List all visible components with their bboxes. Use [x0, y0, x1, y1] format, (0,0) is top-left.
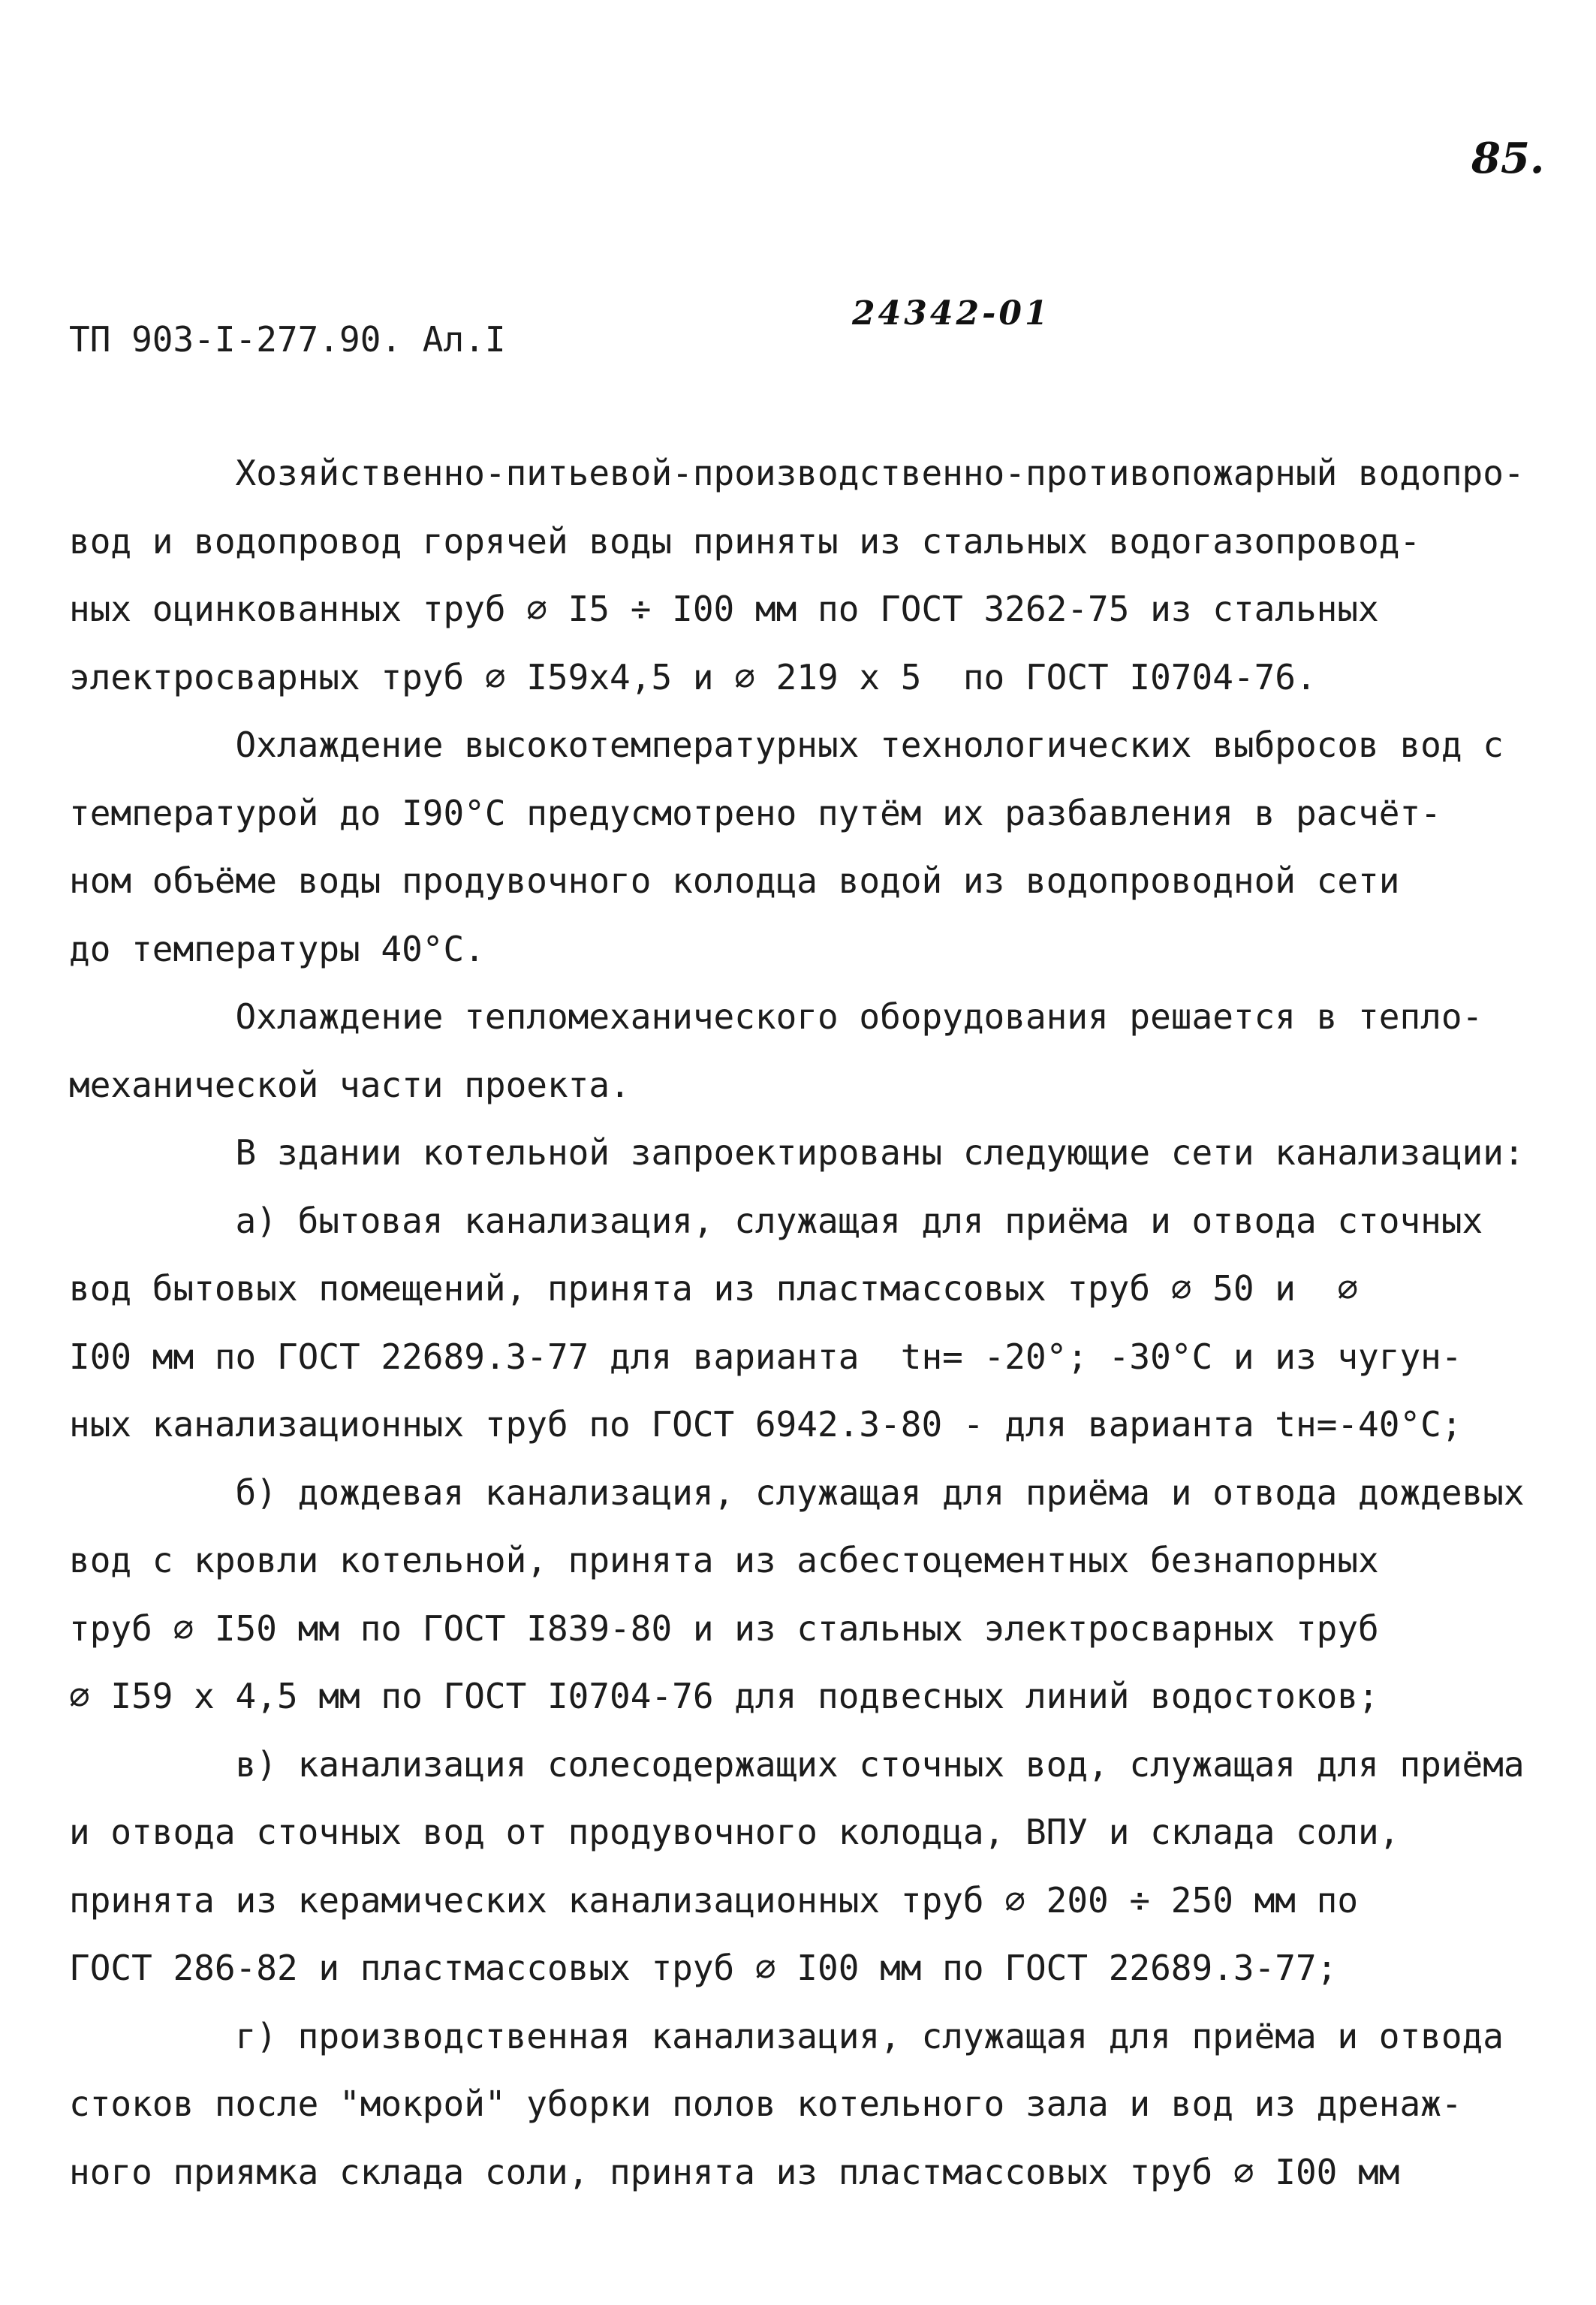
- text-line: и отвода сточных вод от продувочного колодца, ВПУ и склада соли,: [69, 1812, 1400, 1852]
- text-line: а) бытовая канализация, служащая для приёма и отвода сточных: [69, 1200, 1483, 1241]
- text-line: вод с кровли котельной, принята из асбестоцементных безнапорных: [69, 1540, 1379, 1580]
- page-number: 85.: [1471, 134, 1545, 183]
- text-line: Охлаждение тепломеханического оборудования решается в тепло-: [69, 996, 1483, 1037]
- text-line: В здании котельной запроектированы следующие сети канализации:: [69, 1132, 1525, 1173]
- text-line: Охлаждение высокотемпературных технологических выбросов вод с: [69, 725, 1504, 765]
- text-line: в) канализация солесодержащих сточных вод, служащая для приёма: [69, 1743, 1525, 1785]
- text-line: стоков после "мокрой" уборки полов котельного зала и вод из дренаж-: [69, 2084, 1462, 2124]
- text-line: б) дождевая канализация, служащая для приёма и отвода дождевых: [69, 1472, 1525, 1513]
- document-code: ТП 903-I-277.90. Ал.I: [69, 319, 506, 360]
- text-line: труб ∅ I50 мм по ГОСТ I839-80 и из стальных электросварных труб: [69, 1607, 1379, 1649]
- text-line: ных оцинкованных труб ∅ I5 ÷ I00 мм по ГОСТ 3262-75 из стальных: [69, 589, 1379, 629]
- text-line: I00 мм по ГОСТ 22689.3-77 для варианта tн= -20°; -30°С и из чугун-: [69, 1336, 1462, 1377]
- text-line: вод и водопровод горячей воды приняты из стальных водогазопровод-: [69, 520, 1421, 562]
- text-line: г) производственная канализация, служащая для приёма и отвода: [69, 2015, 1504, 2056]
- text-line: ного приямка склада соли, принята из пластмассовых труб ∅ I00 мм: [69, 2151, 1400, 2192]
- text-line: электросварных труб ∅ I59х4,5 и ∅ 219 х 5 по ГОСТ I0704-76.: [69, 656, 1317, 698]
- text-line: ном объёме воды продувочного колодца водой из водопроводной сети: [69, 860, 1400, 901]
- body-text: [69, 439, 1540, 2206]
- handwritten-document-number: 24342-01: [852, 294, 1051, 333]
- text-line: температурой до I90°С предусмотрено путём их разбавления в расчёт-: [69, 792, 1441, 833]
- text-line: механической части проекта.: [69, 1064, 631, 1105]
- text-line: ГОСТ 286-82 и пластмассовых труб ∅ I00 мм по ГОСТ 22689.3-77;: [69, 1948, 1338, 1988]
- text-line: ∅ I59 х 4,5 мм по ГОСТ I0704-76 для подвесных линий водостоков;: [69, 1676, 1379, 1716]
- text-line: Хозяйственно-питьевой-производственно-противопожарный водопро-: [69, 453, 1525, 493]
- text-line: принята из керамических канализационных труб ∅ 200 ÷ 250 мм по: [69, 1879, 1359, 1921]
- text-line: до температуры 40°С.: [69, 928, 485, 969]
- text-line: ных канализационных труб по ГОСТ 6942.3-80 - для варианта tн=-40°С;: [69, 1404, 1462, 1445]
- text-line: вод бытовых помещений, принята из пластмассовых труб ∅ 50 и ∅: [69, 1268, 1359, 1309]
